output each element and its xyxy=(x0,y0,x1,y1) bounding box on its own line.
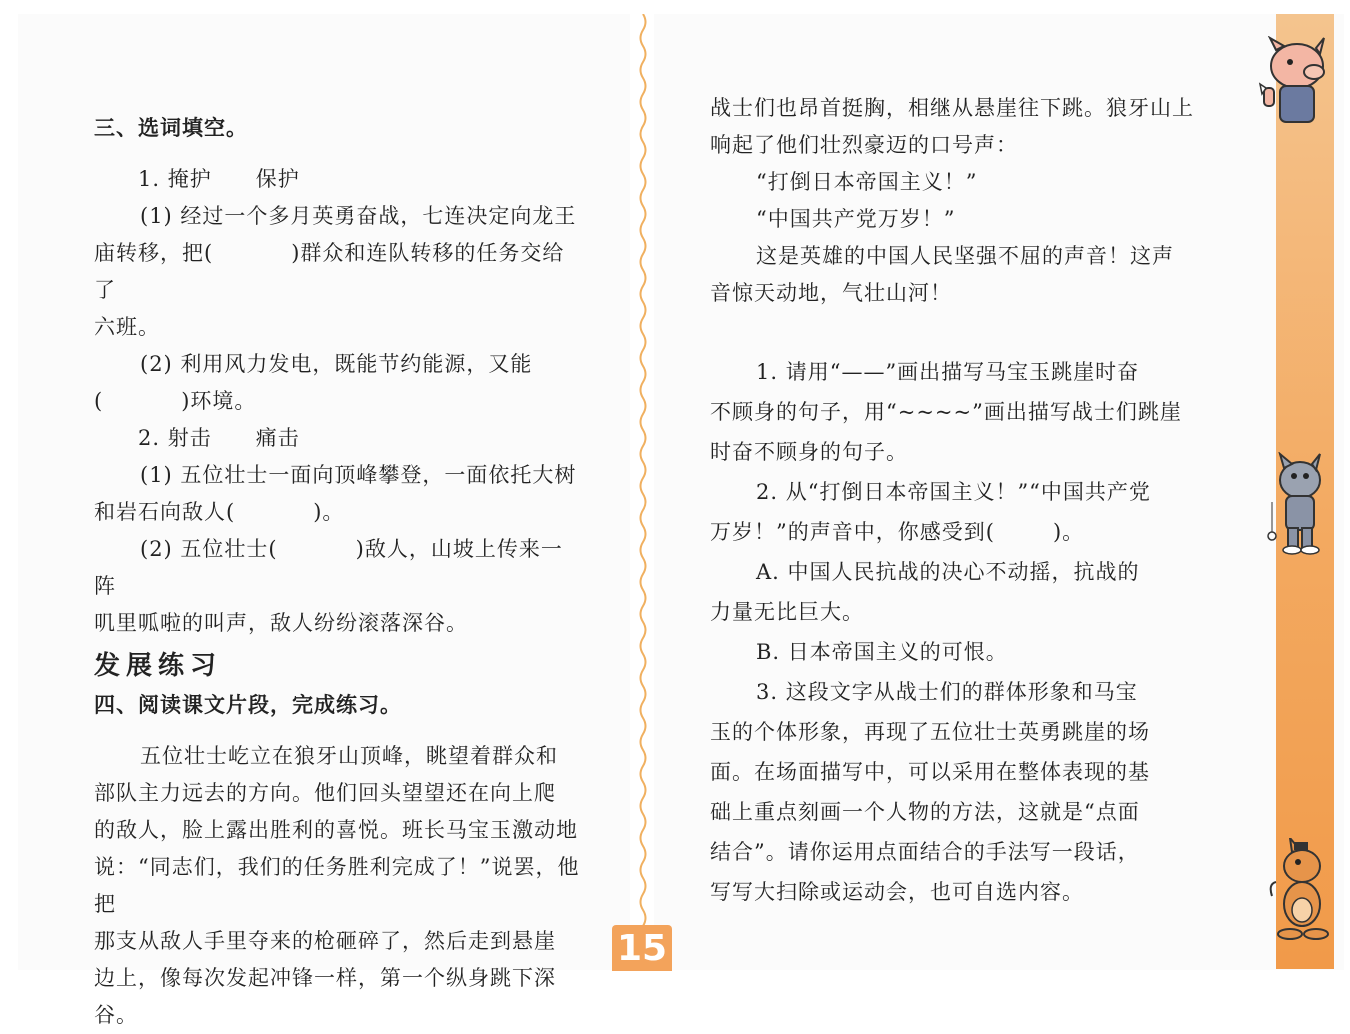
wolf-mascot-icon xyxy=(1262,452,1336,556)
q2-1-line1: (1) 五位壮士一面向顶峰攀登，一面依托大树 xyxy=(140,463,577,487)
q2-1-line2: 和岩石向敌人( )。 xyxy=(94,500,345,524)
exercise-1-line: 时奋不顾身的句子。 xyxy=(710,440,908,464)
slogan-1: “打倒日本帝国主义！” xyxy=(756,170,978,194)
pig-mascot-icon xyxy=(1252,36,1338,132)
spine-divider xyxy=(636,14,650,964)
right-column-exercises xyxy=(710,352,1196,912)
exercise-1-line: 不顾身的句子，用“~~~~”画出描写战士们跳崖 xyxy=(710,400,1182,424)
passage-line: 五位壮士屹立在狼牙山顶峰，眺望着群众和 xyxy=(140,744,558,768)
passage-cont-line: 战士们也昂首挺胸，相继从悬崖往下跳。狼牙山上 xyxy=(710,96,1194,120)
option-b: B. 日本帝国主义的可恨。 xyxy=(756,640,1008,664)
kangaroo-mascot-icon xyxy=(1262,838,1338,944)
section4-title: 四、阅读课文片段，完成练习。 xyxy=(94,693,402,717)
q1-1-line3: 六班。 xyxy=(94,315,160,339)
option-a-line: 力量无比巨大。 xyxy=(710,600,864,624)
closing-line: 这是英雄的中国人民坚强不屈的声音！这声 xyxy=(756,244,1174,268)
passage-line: 那支从敌人手里夺来的枪砸碎了，然后走到悬崖 xyxy=(94,929,556,953)
exercise-3-line: 写写大扫除或运动会，也可自选内容。 xyxy=(710,880,1084,904)
exercise-3-line: 3. 这段文字从战士们的群体形象和马宝 xyxy=(756,680,1138,704)
exercise-2-line: 万岁！”的声音中，你感受到( )。 xyxy=(710,520,1085,544)
q2-2-line2: 叽里呱啦的叫声，敌人纷纷滚落深谷。 xyxy=(94,611,468,635)
section3-title: 三、选词填空。 xyxy=(94,116,248,140)
q1-2-line2: ( )环境。 xyxy=(94,389,257,413)
q1-2-line1: (2) 利用风力发电，既能节约能源，又能 xyxy=(140,352,533,376)
exercise-3-line: 玉的个体形象，再现了五位壮士英勇跳崖的场 xyxy=(710,720,1150,744)
q2-2-line1: (2) 五位壮士( )敌人，山坡上传来一阵 xyxy=(94,537,563,598)
page-number: 15 xyxy=(612,925,672,971)
exercise-3-line: 础上重点刻画一个人物的方法，这就是“点面 xyxy=(710,800,1140,824)
exercise-3-line: 面。在场面描写中，可以采用在整体表现的基 xyxy=(710,760,1150,784)
option-a-line: A. 中国人民抗战的决心不动摇，抗战的 xyxy=(756,560,1140,584)
q1-1-line1: (1) 经过一个多月英勇奋战，七连决定向龙王 xyxy=(140,204,577,228)
word-choice-1: 1. 掩护 保护 xyxy=(138,167,300,191)
exercise-2-line: 2. 从“打倒日本帝国主义！”“中国共产党 xyxy=(756,480,1151,504)
q1-1-line2: 庙转移，把( )群众和连队转移的任务交给了 xyxy=(94,241,565,302)
left-column xyxy=(94,110,582,1034)
slogan-2: “中国共产党万岁！” xyxy=(756,207,956,231)
right-column-passage xyxy=(710,90,1196,312)
passage-line: 的敌人，脸上露出胜利的喜悦。班长马宝玉激动地 xyxy=(94,818,578,842)
passage-line: 边上，像每次发起冲锋一样，第一个纵身跳下深谷。 xyxy=(94,966,556,1027)
passage-cont-line: 响起了他们壮烈豪迈的口号声： xyxy=(710,133,1018,157)
word-choice-2: 2. 射击 痛击 xyxy=(138,426,300,450)
exercise-1-line: 1. 请用“——”画出描写马宝玉跳崖时奋 xyxy=(756,360,1140,384)
exercise-3-line: 结合”。请你运用点面结合的手法写一段话， xyxy=(710,840,1140,864)
development-title: 发展练习 xyxy=(94,651,223,681)
closing-line: 音惊天动地，气壮山河！ xyxy=(710,281,952,305)
passage-line: 说：“同志们，我们的任务胜利完成了！”说罢，他把 xyxy=(94,855,580,916)
passage-line: 部队主力远去的方向。他们回头望望还在向上爬 xyxy=(94,781,556,805)
